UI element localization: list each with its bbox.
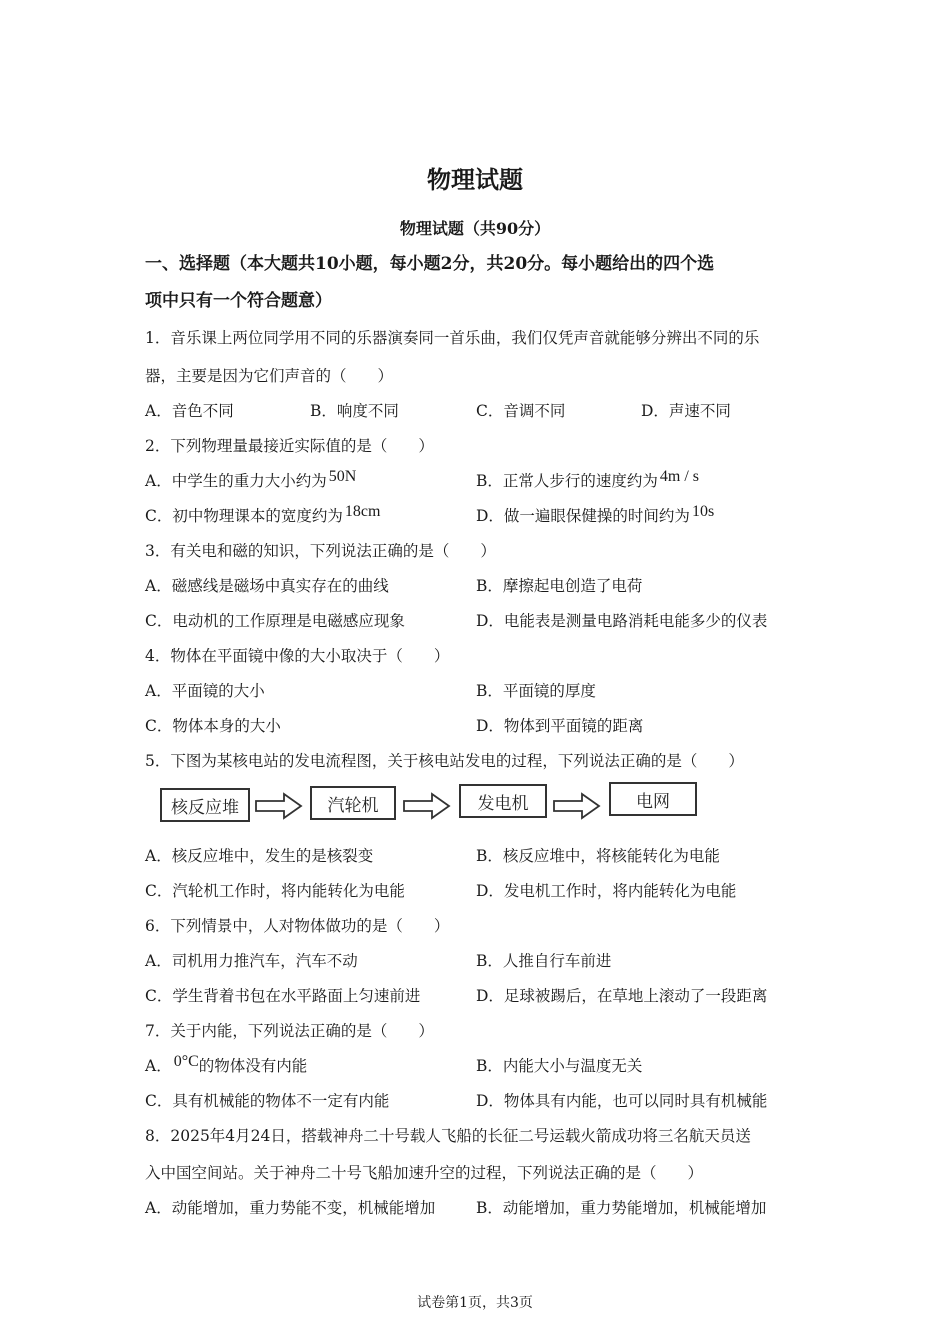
q6-option-c: C．学生背着书包在水平路面上匀速前进 [145, 987, 421, 1005]
q5-option-a: A．核反应堆中，发生的是核裂变 [145, 847, 374, 865]
q1-stem-line1: 1．音乐课上两位同学用不同的乐器演奏同一首乐曲，我们仅凭声音就能够分辨出不同的乐 [145, 329, 760, 347]
q2-stem: 2．下列物理量最接近实际值的是（ ） [145, 437, 434, 455]
q2-option-a-quantity: 50N [328, 468, 357, 485]
q2-option-d-quantity: 10s [691, 503, 715, 520]
q6-stem: 6．下列情景中，人对物体做功的是（ ） [145, 917, 450, 935]
section-heading-line2: 项中只有一个符合题意） [145, 291, 332, 311]
q7-option-a-quantity: 0°C [173, 1053, 199, 1070]
q4-option-c: C．物体本身的大小 [145, 717, 281, 735]
q8-option-a: A．动能增加，重力势能不变，机械能增加 [145, 1199, 436, 1217]
page-footer: 试卷第1页，共3页 [417, 1295, 533, 1311]
q2-option-c-quantity: 18cm [344, 503, 381, 520]
q8-stem-line1: 8．2025年4月24日，搭载神舟二十号载人飞船的长征二号运载火箭成功将三名航天员送 [145, 1127, 751, 1145]
q6-option-a: A．司机用力推汽车，汽车不动 [145, 952, 358, 970]
q2-option-a [145, 469, 356, 491]
exam-subtitle: 物理试题（共90分） [399, 219, 551, 238]
flow-box-turbine: 汽轮机 [310, 786, 396, 820]
q7-option-b: B．内能大小与温度无关 [476, 1057, 643, 1075]
section-heading [145, 246, 815, 320]
q7-option-d: D．物体具有内能，也可以同时具有机械能 [476, 1092, 768, 1110]
section-heading-line1: 一、选择题（本大题共10小题，每小题2分，共20分。每小题给出的四个选 [145, 254, 715, 274]
q5-option-c: C．汽轮机工作时，将内能转化为电能 [145, 882, 405, 900]
q2-option-d [476, 504, 714, 526]
q4-option-a: A．平面镜的大小 [145, 682, 265, 700]
q4-option-b: B．平面镜的厚度 [476, 682, 596, 700]
q7-stem: 7．关于内能，下列说法正确的是（ ） [145, 1022, 434, 1040]
q2-option-b-text: B．正常人步行的速度约为 [476, 472, 658, 490]
q1-option-d: D．声速不同 [641, 402, 731, 420]
q1-option-a: A．音色不同 [145, 402, 234, 420]
page-title: 物理试题 [427, 165, 523, 194]
q4-option-d: D．物体到平面镜的距离 [476, 717, 644, 735]
flow-arrow-1 [254, 792, 304, 820]
flow-box-generator: 发电机 [459, 784, 547, 818]
q1-option-c: C．音调不同 [476, 402, 566, 420]
q2-option-b [476, 469, 699, 491]
q3-option-b: B．摩擦起电创造了电荷 [476, 577, 643, 595]
nuclear-flow-diagram [158, 782, 718, 828]
q2-option-c-text: C．初中物理课本的宽度约为 [145, 507, 343, 525]
flow-box-reactor: 核反应堆 [160, 788, 250, 822]
q3-option-c: C．电动机的工作原理是电磁感应现象 [145, 612, 405, 630]
flow-box-grid: 电网 [609, 782, 697, 816]
flow-arrow-2 [402, 792, 452, 820]
q7-option-a-text: 的物体没有内能 [198, 1057, 308, 1075]
q4-stem: 4．物体在平面镜中像的大小取决于（ ） [145, 647, 450, 665]
q1-stem-line2: 器，主要是因为它们声音的（ ） [145, 367, 394, 385]
q1-option-b: B．响度不同 [310, 402, 399, 420]
q5-stem: 5．下图为某核电站的发电流程图，关于核电站发电的过程，下列说法正确的是（ ） [145, 752, 744, 770]
q5-option-d: D．发电机工作时，将内能转化为电能 [476, 882, 737, 900]
flow-arrow-3 [552, 792, 602, 820]
q7-option-c: C．具有机械能的物体不一定有内能 [145, 1092, 390, 1110]
q8-option-b: B．动能增加，重力势能增加，机械能增加 [476, 1199, 767, 1217]
q6-option-b: B．人推自行车前进 [476, 952, 612, 970]
q2-option-d-text: D．做一遍眼保健操的时间约为 [476, 507, 690, 525]
q7-option-a-label: A． [145, 1057, 172, 1075]
q7-option-a [145, 1054, 307, 1076]
q3-option-a: A．磁感线是磁场中真实存在的曲线 [145, 577, 389, 595]
q2-option-c [145, 504, 380, 526]
q3-option-d: D．电能表是测量电路消耗电能多少的仪表 [476, 612, 768, 630]
q8-stem-line2: 入中国空间站。关于神舟二十号飞船加速升空的过程，下列说法正确的是（ ） [145, 1164, 704, 1182]
q3-stem: 3．有关电和磁的知识，下列说法正确的是（ ） [145, 542, 496, 560]
q2-option-a-text: A．中学生的重力大小约为 [145, 472, 327, 490]
q2-option-b-quantity: 4m / s [659, 468, 700, 485]
q5-option-b: B．核反应堆中，将核能转化为电能 [476, 847, 720, 865]
q6-option-d: D．足球被踢后，在草地上滚动了一段距离 [476, 987, 768, 1005]
